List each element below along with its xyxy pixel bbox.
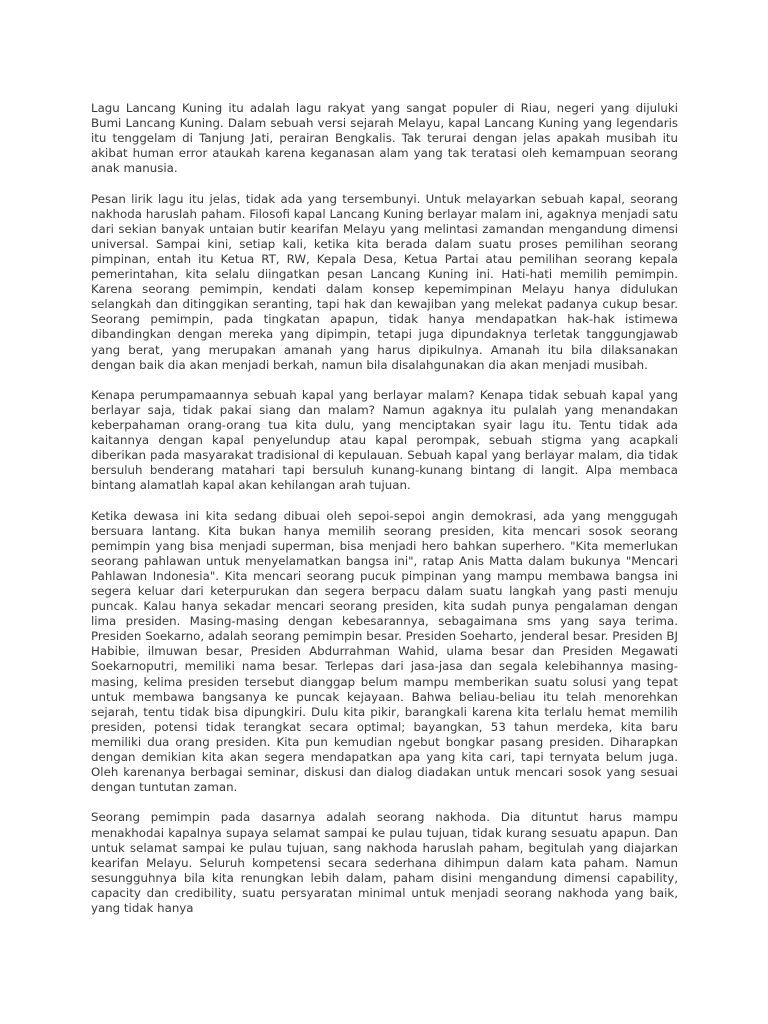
paragraph: Seorang pemimpin pada dasarnya adalah seorang nakhoda. Dia dituntut harus mampu menakhodai kapalnya supaya selamat sampai ke pulau tujuan, tidak kurang sesuatu apapun. Dan untuk selamat sampai ke pulau tujuan, sang nakhoda haruslah paham, begitulah yang diajarkan kearifan Melayu. Seluruh kompetensi secara sederhana dihimpun dalam kata paham. Namun sesungguhnya bila kita renungkan lebih dalam, paham disini mengandung dimensi capability, capacity dan credibility, suatu persyaratan minimal untuk menjadi seorang nakhoda yang baik, yang tidak hanya [91,810,678,915]
paragraph: Pesan lirik lagu itu jelas, tidak ada yang tersembunyi. Untuk melayarkan sebuah kapal, seorang nakhoda haruslah paham. Filosofi kapal Lancang Kuning berlayar malam ini, agaknya menjadi satu dari sekian banyak untaian butir kearifan Melayu yang melintasi zamandan mengandung dimensi universal. Sampai kini, setiap kali, ketika kita berada dalam suatu proses pemilihan seorang pimpinan, entah itu Ketua RT, RW, Kepala Desa, Ketua Partai atau pemilihan seorang kepala pemerintahan, kita selalu diingatkan pesan Lancang Kuning ini. Hati-hati memilih pemimpin. Karena seorang pemimpin, kendati dalam konsep kepemimpinan Melayu hanya didulukan selangkah dan ditinggikan seranting, tapi hak dan kewajiban yang melekat padanya cukup besar. Seorang pemimpin, pada tingkatan apapun, tidak hanya mendapatkan hak-hak istimewa dibandingkan dengan mereka yang dipimpin, tetapi juga dipundaknya terletak tanggungjawab yang berat, yang merupakan amanah yang harus dipikulnya. Amanah itu bila dilaksanakan dengan baik dia akan menjadi berkah, namun bila disalahgunakan dia akan menjadi musibah. [91,191,678,372]
article-body [91,101,678,916]
paragraph: Lagu Lancang Kuning itu adalah lagu rakyat yang sangat populer di Riau, negeri yang dijuluki Bumi Lancang Kuning. Dalam sebuah versi sejarah Melayu, kapal Lancang Kuning yang legendaris itu tenggelam di Tanjung Jati, perairan Bengkalis. Tak terurai dengan jelas apakah musibah itu akibat human error ataukah karena keganasan alam yang tak teratasi oleh kemampuan seorang anak manusia. [91,101,678,176]
paragraph: Kenapa perumpamaannya sebuah kapal yang berlayar malam? Kenapa tidak sebuah kapal yang berlayar saja, tidak pakai siang dan malam? Namun agaknya itu pulalah yang menandakan keberpahaman orang-orang tua kita dulu, yang menciptakan syair lagu itu. Tentu tidak ada kaitannya dengan kapal penyelundup atau kapal perompak, sebuah stigma yang acapkali diberikan pada masyarakat tradisional di kepulauan. Sebuah kapal yang berlayar malam, dia tidak bersuluh benderang matahari tapi bersuluh kunang-kunang bintang di langit. Alpa membaca bintang alamatlah kapal akan kehilangan arah tujuan. [91,387,678,493]
paragraph: Ketika dewasa ini kita sedang dibuai oleh sepoi-sepoi angin demokrasi, ada yang menggugah bersuara lantang. Kita bukan hanya memilih seorang presiden, kita mencari sosok seorang pemimpin yang bisa menjadi superman, bisa menjadi hero bahkan superhero. "Kita memerlukan seorang pahlawan untuk menyelamatkan bangsa ini", ratap Anis Matta dalam bukunya "Mencari Pahlawan Indonesia". Kita mencari seorang pucuk pimpinan yang mampu membawa bangsa ini segera keluar dari keterpurukan dan segera berpacu dalam suatu langkah yang pasti menuju puncak. Kalau hanya sekadar mencari seorang presiden, kita sudah punya pengalaman dengan lima presiden. Masing-masing dengan kebesarannya, sebagaimana sms yang saya terima. Presiden Soekarno, adalah seorang pemimpin besar. Presiden Soeharto, jenderal besar. Presiden BJ Habibie, ilmuwan besar, Presiden Abdurrahman Wahid, ulama besar dan Presiden Megawati Soekarnoputri, memiliki nama besar. Terlepas dari jasa-jasa dan segala kelebihannya masing-masing, kelima presiden tersebut dianggap belum mampu memberikan suatu solusi yang tepat untuk membawa bangsanya ke puncak kejayaan. Bahwa beliau-beliau itu telah menorehkan sejarah, tentu tidak bisa dipungkiri. Dulu kita pikir, barangkali karena kita terlalu hemat memilih presiden, potensi tidak terangkat secara optimal; bayangkan, 53 tahun merdeka, kita baru memiliki dua orang presiden. Kita pun kemudian ngebut bongkar pasang presiden. Diharapkan dengan demikian kita akan segera mendapatkan apa yang kita cari, tapi ternyata belum juga. Oleh karenanya berbagai seminar, diskusi dan dialog diadakan untuk mencari sosok yang sesuai dengan tuntutan zaman. [91,508,678,795]
